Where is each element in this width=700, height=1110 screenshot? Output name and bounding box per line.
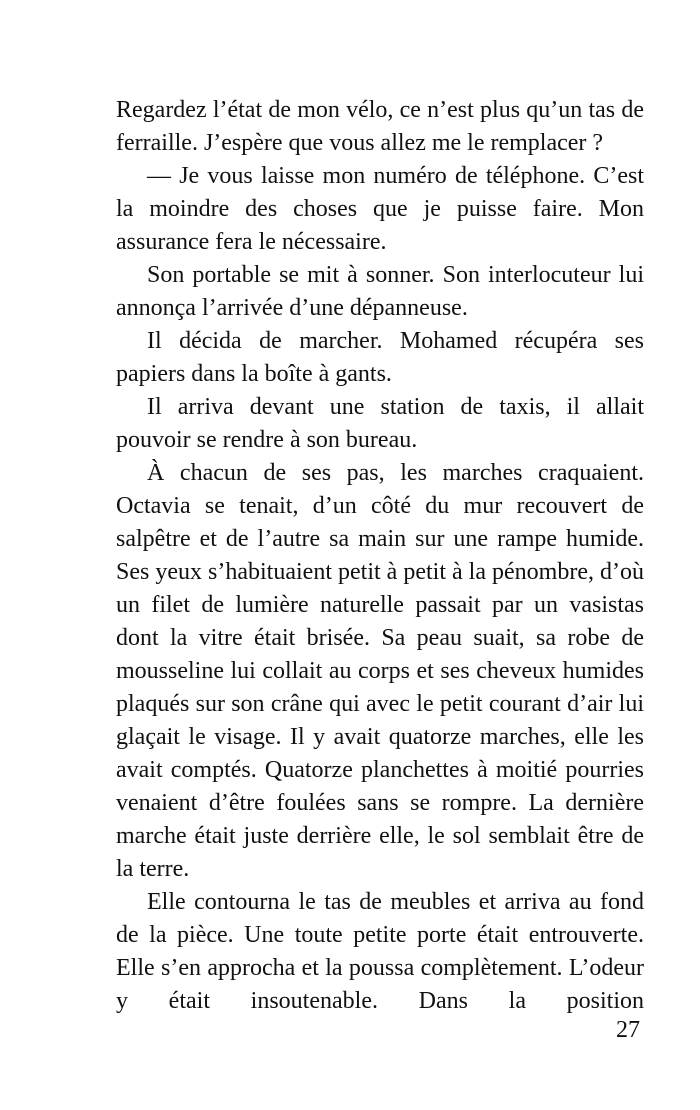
- paragraph-2: — Je vous laisse mon numéro de téléphone. C’est la moindre des choses que je puisse faire. Mon assurance fera le nécessaire.: [116, 163, 644, 255]
- paragraph-6: À chacun de ses pas, les marches craquaient. Octavia se tenait, d’un côté du mur recouvert de salpêtre et de l’autre sa main sur une rampe humide. Ses yeux s’habituaient petit à petit à la pénombre, d’où un filet de lumière naturelle passait par un vasistas dont la vitre était brisée. Sa peau suait, sa robe de mousseline lui collait au corps et ses cheveux humides plaqués sur son crâne qui avec le petit courant d’air lui glaçait le visage. Il y avait quatorze marches, elle les avait comptés. Quatorze planchettes à moitié pourries venaient d’être foulées sans se rompre. La dernière marche était juste derrière elle, le sol semblait être de la terre.: [116, 460, 644, 882]
- paragraph-1: Regardez l’état de mon vélo, ce n’est plus qu’un tas de ferraille. J’espère que vous allez me le remplacer ?: [116, 97, 644, 156]
- body-text: [116, 94, 644, 1018]
- paragraph-3: Son portable se mit à sonner. Son interlocuteur lui annonça l’arrivée d’une dépanneuse.: [116, 262, 644, 321]
- paragraph-7: Elle contourna le tas de meubles et arriva au fond de la pièce. Une toute petite porte était entrouverte. Elle s’en approcha et la poussa complètement. L’odeur y était insoutenable. Dans la position: [116, 889, 644, 1014]
- page-number: 27: [616, 1017, 640, 1043]
- paragraph-4: Il décida de marcher. Mohamed récupéra ses papiers dans la boîte à gants.: [116, 328, 644, 387]
- paragraph-5: Il arriva devant une station de taxis, il allait pouvoir se rendre à son bureau.: [116, 394, 644, 453]
